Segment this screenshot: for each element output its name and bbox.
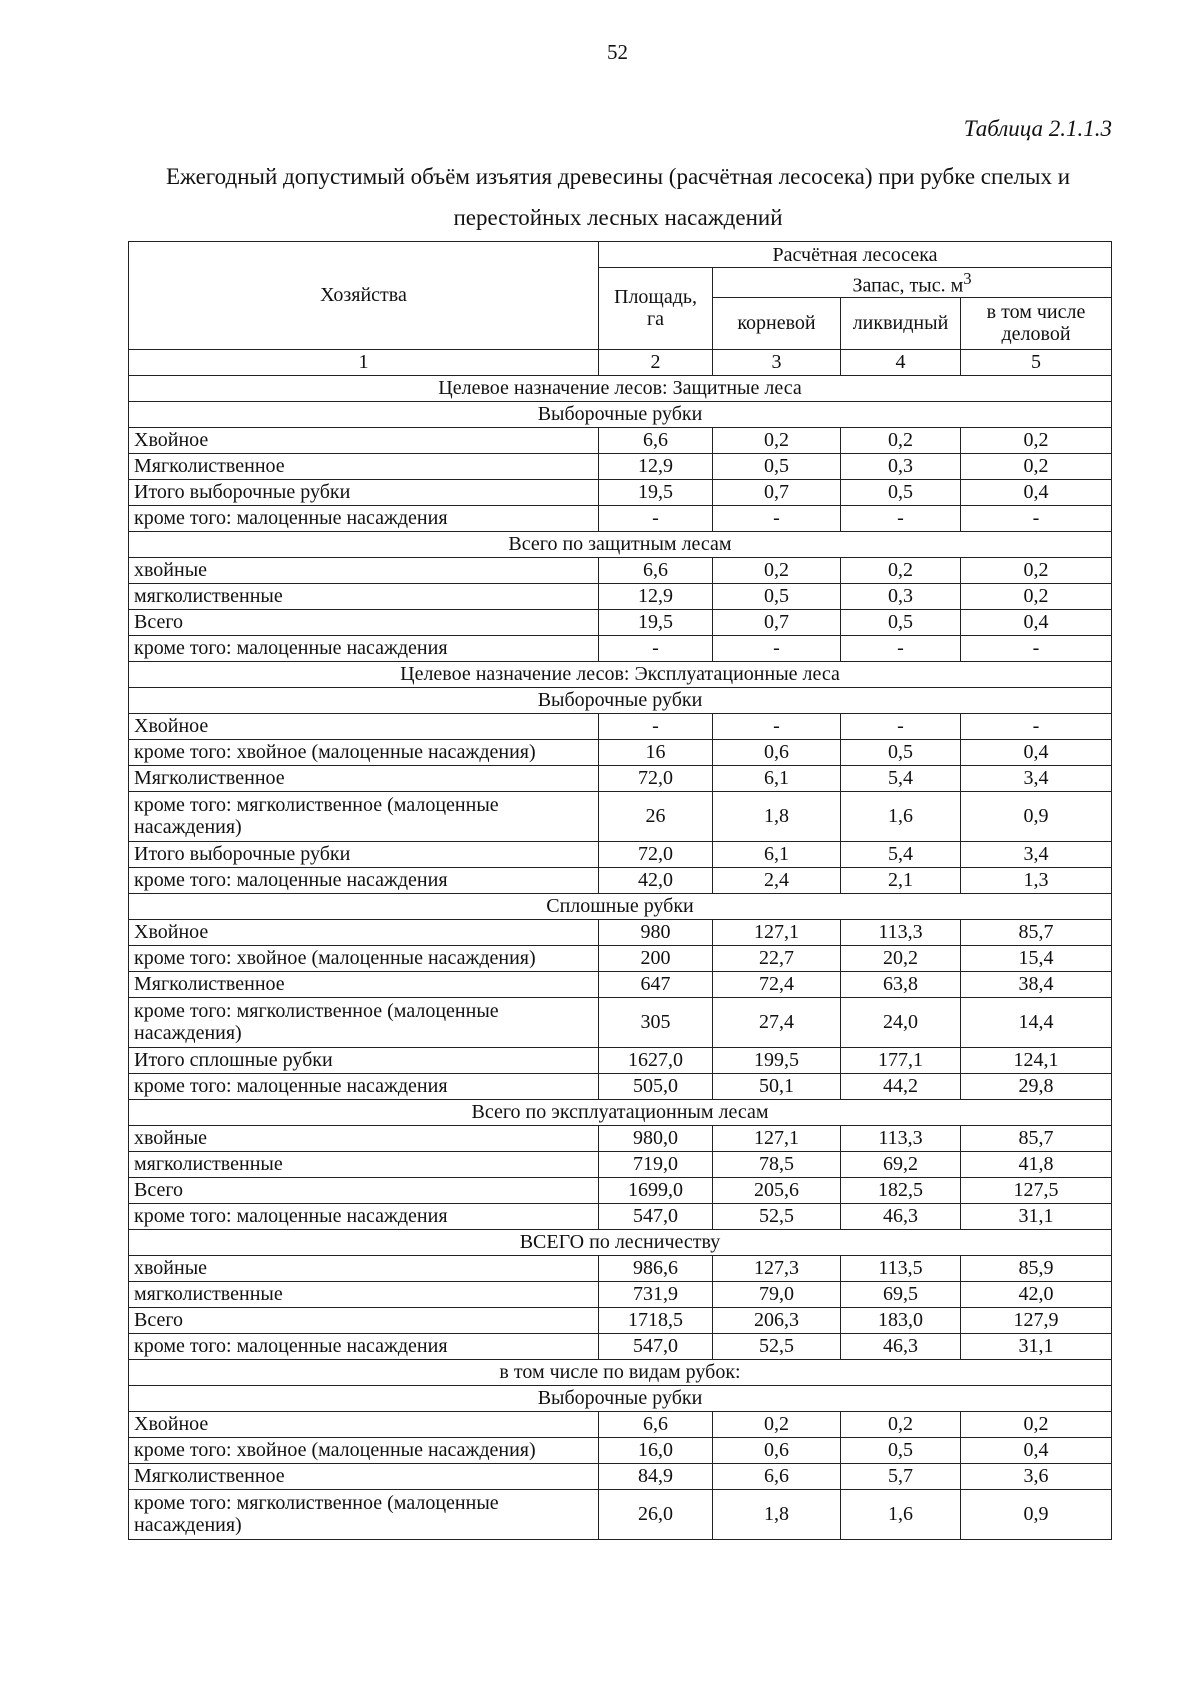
row-value: 27,4: [713, 997, 841, 1047]
table-row: [129, 1463, 1112, 1489]
row-value: 183,0: [841, 1307, 961, 1333]
row-value: 0,4: [961, 739, 1112, 765]
row-value: 5,4: [841, 841, 961, 867]
row-value: 85,9: [961, 1255, 1112, 1281]
row-value: 1699,0: [599, 1177, 713, 1203]
row-label: кроме того: малоценные насаждения: [129, 1333, 599, 1359]
page-number: 52: [607, 40, 628, 64]
row-value: 5,4: [841, 765, 961, 791]
row-value: -: [841, 635, 961, 661]
header-stock-label: Запас, тыс. м: [852, 274, 964, 297]
table-row: [129, 1177, 1112, 1203]
table-row: [129, 919, 1112, 945]
row-value: 0,4: [961, 1437, 1112, 1463]
row-value: 0,3: [841, 583, 961, 609]
row-value: 0,4: [961, 609, 1112, 635]
row-value: 124,1: [961, 1047, 1112, 1073]
row-value: 31,1: [961, 1333, 1112, 1359]
row-value: 69,2: [841, 1151, 961, 1177]
row-value: 19,5: [599, 609, 713, 635]
row-value: 182,5: [841, 1177, 961, 1203]
header-farms: Хозяйства: [129, 242, 599, 350]
row-value: 0,6: [713, 739, 841, 765]
row-label: Всего: [129, 1177, 599, 1203]
row-value: 1,3: [961, 867, 1112, 893]
row-value: 1627,0: [599, 1047, 713, 1073]
row-value: 6,6: [599, 557, 713, 583]
row-label: кроме того: малоценные насаждения: [129, 505, 599, 531]
header-num-5: 5: [961, 349, 1112, 375]
row-label: кроме того: мягколиственное (малоценные насаждения): [129, 1489, 599, 1539]
row-value: 26: [599, 791, 713, 841]
row-value: 177,1: [841, 1047, 961, 1073]
row-value: 50,1: [713, 1073, 841, 1099]
row-value: 46,3: [841, 1203, 961, 1229]
row-label: Всего: [129, 609, 599, 635]
row-value: 547,0: [599, 1333, 713, 1359]
table-row: [129, 791, 1112, 841]
table-row: [129, 1255, 1112, 1281]
row-value: 127,1: [713, 919, 841, 945]
row-value: 41,8: [961, 1151, 1112, 1177]
row-value: 72,4: [713, 971, 841, 997]
section-row: [129, 661, 1112, 687]
header-num-3: 3: [713, 349, 841, 375]
header-root: корневой: [713, 297, 841, 349]
header-area: Площадь, га: [599, 268, 713, 350]
table-row: [129, 1281, 1112, 1307]
table-body: [129, 375, 1112, 1539]
row-label: кроме того: малоценные насаждения: [129, 1203, 599, 1229]
harvest-table: [128, 241, 1112, 1540]
section-row: [129, 1099, 1112, 1125]
row-value: 980,0: [599, 1125, 713, 1151]
row-value: 127,9: [961, 1307, 1112, 1333]
table-row: [129, 479, 1112, 505]
table-row: [129, 609, 1112, 635]
header-business: в том числе деловой: [961, 297, 1112, 349]
row-value: 72,0: [599, 765, 713, 791]
row-value: 1718,5: [599, 1307, 713, 1333]
section-row: [129, 893, 1112, 919]
table-row: [129, 505, 1112, 531]
row-value: 505,0: [599, 1073, 713, 1099]
row-label: Хвойное: [129, 713, 599, 739]
row-label: Итого сплошные рубки: [129, 1047, 599, 1073]
row-value: 63,8: [841, 971, 961, 997]
section-title: Сплошные рубки: [129, 893, 1112, 919]
header-num-4: 4: [841, 349, 961, 375]
section-row: [129, 1359, 1112, 1385]
row-value: 0,5: [841, 609, 961, 635]
table-row: [129, 1489, 1112, 1539]
row-label: кроме того: хвойное (малоценные насаждения): [129, 739, 599, 765]
row-value: 6,6: [713, 1463, 841, 1489]
row-label: Хвойное: [129, 919, 599, 945]
row-value: 0,7: [713, 609, 841, 635]
row-label: Мягколиственное: [129, 1463, 599, 1489]
row-value: 0,5: [841, 739, 961, 765]
table-row: [129, 427, 1112, 453]
table-row: [129, 1437, 1112, 1463]
row-value: 85,7: [961, 919, 1112, 945]
row-value: -: [713, 505, 841, 531]
row-value: -: [841, 713, 961, 739]
row-value: 647: [599, 971, 713, 997]
row-value: -: [961, 505, 1112, 531]
row-label: Итого выборочные рубки: [129, 479, 599, 505]
row-value: 0,5: [841, 479, 961, 505]
table-header: [129, 242, 1112, 376]
section-title: Выборочные рубки: [129, 687, 1112, 713]
section-row: [129, 531, 1112, 557]
row-value: 0,3: [841, 453, 961, 479]
row-value: 6,6: [599, 427, 713, 453]
row-value: 31,1: [961, 1203, 1112, 1229]
row-value: 0,2: [841, 427, 961, 453]
row-label: мягколиственные: [129, 583, 599, 609]
row-label: кроме того: малоценные насаждения: [129, 1073, 599, 1099]
table-row: [129, 1125, 1112, 1151]
section-title: ВСЕГО по лесничеству: [129, 1229, 1112, 1255]
row-value: 6,1: [713, 841, 841, 867]
row-value: 16: [599, 739, 713, 765]
row-value: 6,6: [599, 1411, 713, 1437]
row-value: 15,4: [961, 945, 1112, 971]
row-label: кроме того: мягколиственное (малоценные насаждения): [129, 997, 599, 1047]
row-value: 52,5: [713, 1333, 841, 1359]
section-title: в том числе по видам рубок:: [129, 1359, 1112, 1385]
row-label: кроме того: хвойное (малоценные насаждения): [129, 1437, 599, 1463]
section-row: [129, 687, 1112, 713]
row-value: 19,5: [599, 479, 713, 505]
table-row: [129, 1203, 1112, 1229]
row-value: 1,8: [713, 1489, 841, 1539]
section-row: [129, 1229, 1112, 1255]
row-label: хвойные: [129, 1255, 599, 1281]
table-row: [129, 945, 1112, 971]
row-value: 5,7: [841, 1463, 961, 1489]
table-row: [129, 971, 1112, 997]
row-value: 0,9: [961, 1489, 1112, 1539]
header-num-2: 2: [599, 349, 713, 375]
row-value: 0,2: [961, 583, 1112, 609]
row-label: кроме того: малоценные насаждения: [129, 635, 599, 661]
row-value: 127,3: [713, 1255, 841, 1281]
row-value: 199,5: [713, 1047, 841, 1073]
row-label: Всего: [129, 1307, 599, 1333]
section-row: [129, 375, 1112, 401]
title-line-2: перестойных лесных насаждений: [453, 205, 783, 230]
row-value: 12,9: [599, 583, 713, 609]
row-value: 3,4: [961, 765, 1112, 791]
row-value: -: [961, 635, 1112, 661]
row-value: 547,0: [599, 1203, 713, 1229]
table-row: [129, 1047, 1112, 1073]
row-value: 79,0: [713, 1281, 841, 1307]
row-label: мягколиственные: [129, 1151, 599, 1177]
row-value: -: [713, 635, 841, 661]
table-row: [129, 739, 1112, 765]
section-title: Целевое назначение лесов: Эксплуатационные леса: [129, 661, 1112, 687]
row-value: 200: [599, 945, 713, 971]
table-row: [129, 1073, 1112, 1099]
row-value: 1,6: [841, 791, 961, 841]
section-title: Целевое назначение лесов: Защитные леса: [129, 375, 1112, 401]
row-value: 0,2: [961, 557, 1112, 583]
row-label: мягколиственные: [129, 1281, 599, 1307]
row-value: 0,2: [713, 557, 841, 583]
table-row: [129, 1307, 1112, 1333]
row-value: 0,2: [713, 1411, 841, 1437]
table-row: [129, 997, 1112, 1047]
row-value: 113,5: [841, 1255, 961, 1281]
row-label: хвойные: [129, 1125, 599, 1151]
section-row: [129, 401, 1112, 427]
row-value: 14,4: [961, 997, 1112, 1047]
row-value: 731,9: [599, 1281, 713, 1307]
section-title: Всего по эксплуатационным лесам: [129, 1099, 1112, 1125]
table-row: [129, 1411, 1112, 1437]
row-value: -: [961, 713, 1112, 739]
row-value: 69,5: [841, 1281, 961, 1307]
table-row: [129, 635, 1112, 661]
row-value: 719,0: [599, 1151, 713, 1177]
row-label: Хвойное: [129, 1411, 599, 1437]
row-value: 12,9: [599, 453, 713, 479]
row-value: 0,2: [841, 557, 961, 583]
row-label: хвойные: [129, 557, 599, 583]
table-row: [129, 841, 1112, 867]
row-value: 3,4: [961, 841, 1112, 867]
row-value: 24,0: [841, 997, 961, 1047]
row-label: Мягколиственное: [129, 453, 599, 479]
table-row: [129, 765, 1112, 791]
row-value: 20,2: [841, 945, 961, 971]
row-value: 42,0: [961, 1281, 1112, 1307]
row-value: 0,2: [841, 1411, 961, 1437]
section-title: Выборочные рубки: [129, 401, 1112, 427]
table-title: [118, 156, 1118, 238]
row-value: 127,5: [961, 1177, 1112, 1203]
row-value: 2,4: [713, 867, 841, 893]
table-row: [129, 867, 1112, 893]
section-title: Выборочные рубки: [129, 1385, 1112, 1411]
row-label: кроме того: малоценные насаждения: [129, 867, 599, 893]
row-value: 0,4: [961, 479, 1112, 505]
row-value: 0,2: [961, 453, 1112, 479]
title-line-1: Ежегодный допустимый объём изъятия древесины (расчётная лесосека) при рубке спелых и: [165, 164, 1071, 189]
row-value: 3,6: [961, 1463, 1112, 1489]
row-value: 206,3: [713, 1307, 841, 1333]
row-value: 113,3: [841, 919, 961, 945]
row-value: 0,5: [713, 583, 841, 609]
row-value: 2,1: [841, 867, 961, 893]
row-value: 113,3: [841, 1125, 961, 1151]
row-value: 127,1: [713, 1125, 841, 1151]
row-value: -: [599, 713, 713, 739]
row-value: 305: [599, 997, 713, 1047]
row-label: кроме того: мягколиственное (малоценные насаждения): [129, 791, 599, 841]
table-row: [129, 453, 1112, 479]
row-value: 22,7: [713, 945, 841, 971]
header-num-1: 1: [129, 349, 599, 375]
table-row: [129, 1151, 1112, 1177]
header-stock: [713, 268, 1112, 298]
row-value: -: [841, 505, 961, 531]
row-value: 16,0: [599, 1437, 713, 1463]
row-value: -: [713, 713, 841, 739]
row-value: 0,2: [961, 427, 1112, 453]
section-row: [129, 1385, 1112, 1411]
row-value: 0,6: [713, 1437, 841, 1463]
row-value: 46,3: [841, 1333, 961, 1359]
row-value: 0,9: [961, 791, 1112, 841]
row-value: 29,8: [961, 1073, 1112, 1099]
table-row: [129, 713, 1112, 739]
row-value: 0,7: [713, 479, 841, 505]
row-value: 85,7: [961, 1125, 1112, 1151]
row-value: 6,1: [713, 765, 841, 791]
header-group: Расчётная лесосека: [599, 242, 1112, 268]
row-value: 1,8: [713, 791, 841, 841]
row-value: -: [599, 505, 713, 531]
header-liquid: ликвидный: [841, 297, 961, 349]
row-label: Мягколиственное: [129, 765, 599, 791]
row-value: 52,5: [713, 1203, 841, 1229]
row-value: 26,0: [599, 1489, 713, 1539]
row-value: 205,6: [713, 1177, 841, 1203]
table-row: [129, 1333, 1112, 1359]
section-title: Всего по защитным лесам: [129, 531, 1112, 557]
row-value: 986,6: [599, 1255, 713, 1281]
table-row: [129, 557, 1112, 583]
row-value: 0,5: [841, 1437, 961, 1463]
row-value: -: [599, 635, 713, 661]
table-label: Таблица 2.1.1.3: [963, 116, 1112, 141]
row-value: 38,4: [961, 971, 1112, 997]
row-value: 0,2: [713, 427, 841, 453]
table-row: [129, 583, 1112, 609]
row-label: Мягколиственное: [129, 971, 599, 997]
row-label: Хвойное: [129, 427, 599, 453]
row-value: 0,5: [713, 453, 841, 479]
row-value: 0,2: [961, 1411, 1112, 1437]
row-value: 1,6: [841, 1489, 961, 1539]
row-label: кроме того: хвойное (малоценные насаждения): [129, 945, 599, 971]
row-label: Итого выборочные рубки: [129, 841, 599, 867]
row-value: 44,2: [841, 1073, 961, 1099]
row-value: 72,0: [599, 841, 713, 867]
row-value: 84,9: [599, 1463, 713, 1489]
row-value: 78,5: [713, 1151, 841, 1177]
header-stock-sup: 3: [963, 269, 972, 288]
row-value: 980: [599, 919, 713, 945]
row-value: 42,0: [599, 867, 713, 893]
